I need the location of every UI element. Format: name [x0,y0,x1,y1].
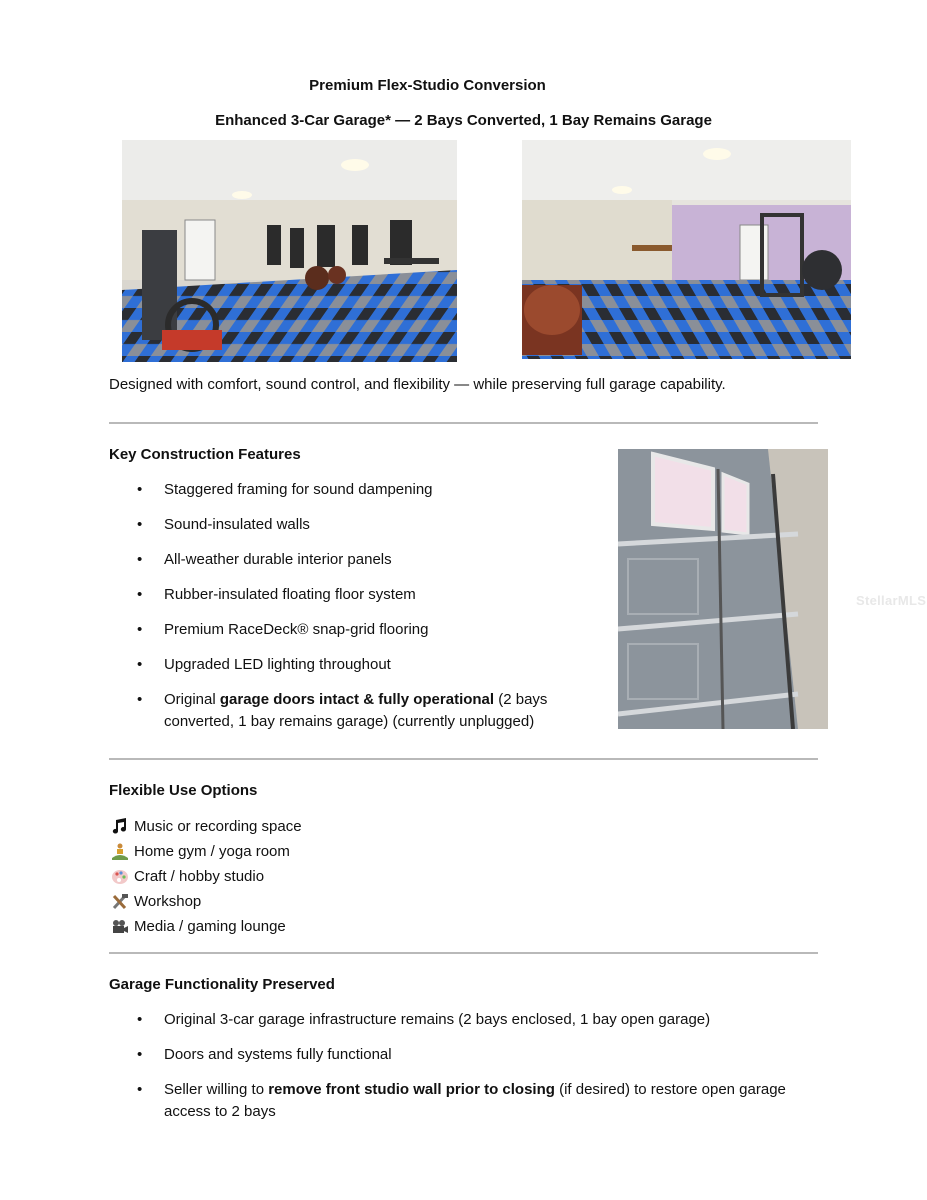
yoga-person-icon [111,843,129,860]
list-item: Home gym / yoga room [111,843,302,868]
tools-icon [111,893,129,910]
section-divider [109,758,818,760]
garage-heading: Garage Functionality Preserved [109,976,335,993]
garage-list [137,1009,817,1123]
uses-list [111,818,302,943]
section-divider [109,422,818,424]
list-item: • Seller willing to remove front studio wall prior to closing (if desired) to restore open garage access to 2 bays [137,1081,786,1120]
construction-heading: Key Construction Features [109,446,301,463]
list-item: Music or recording space [111,818,302,843]
uses-heading: Flexible Use Options [109,782,258,799]
film-camera-icon [111,918,129,935]
construction-list [137,479,567,733]
list-item: • Original 3-car garage infrastructure remains (2 bays enclosed, 1 bay open garage) [137,1011,711,1028]
watermark: StellarMLS [856,593,927,608]
photo-caption: Designed with comfort, sound control, and flexibility — while preserving full garage capability. [109,376,726,393]
garage-door-photo [618,449,828,729]
list-item: Media / gaming lounge [111,918,302,943]
list-item: • Rubber-insulated floating floor system [137,586,416,603]
list-item: Craft / hobby studio [111,868,302,893]
palette-icon [111,868,129,885]
list-item: • All-weather durable interior panels [137,551,392,568]
list-item: Workshop [111,893,302,918]
section-divider [109,952,818,954]
list-item: • Doors and systems fully functional [137,1046,392,1063]
list-item: • Upgraded LED lighting throughout [137,656,391,673]
studio-photo [122,140,457,362]
music-note-icon [111,818,129,835]
page-title: Premium Flex-Studio Conversion [309,77,546,94]
list-item: • Premium RaceDeck® snap-grid flooring [137,621,429,638]
list-item: • Sound-insulated walls [137,516,310,533]
list-item: • Staggered framing for sound dampening [137,481,433,498]
page-subtitle: Enhanced 3-Car Garage* — 2 Bays Converted, 1 Bay Remains Garage [215,112,712,129]
gym-photo [522,140,851,359]
list-item: • Original garage doors intact & fully operational (2 bays converted, 1 bay remains garage) (currently unplugged) [137,691,548,730]
